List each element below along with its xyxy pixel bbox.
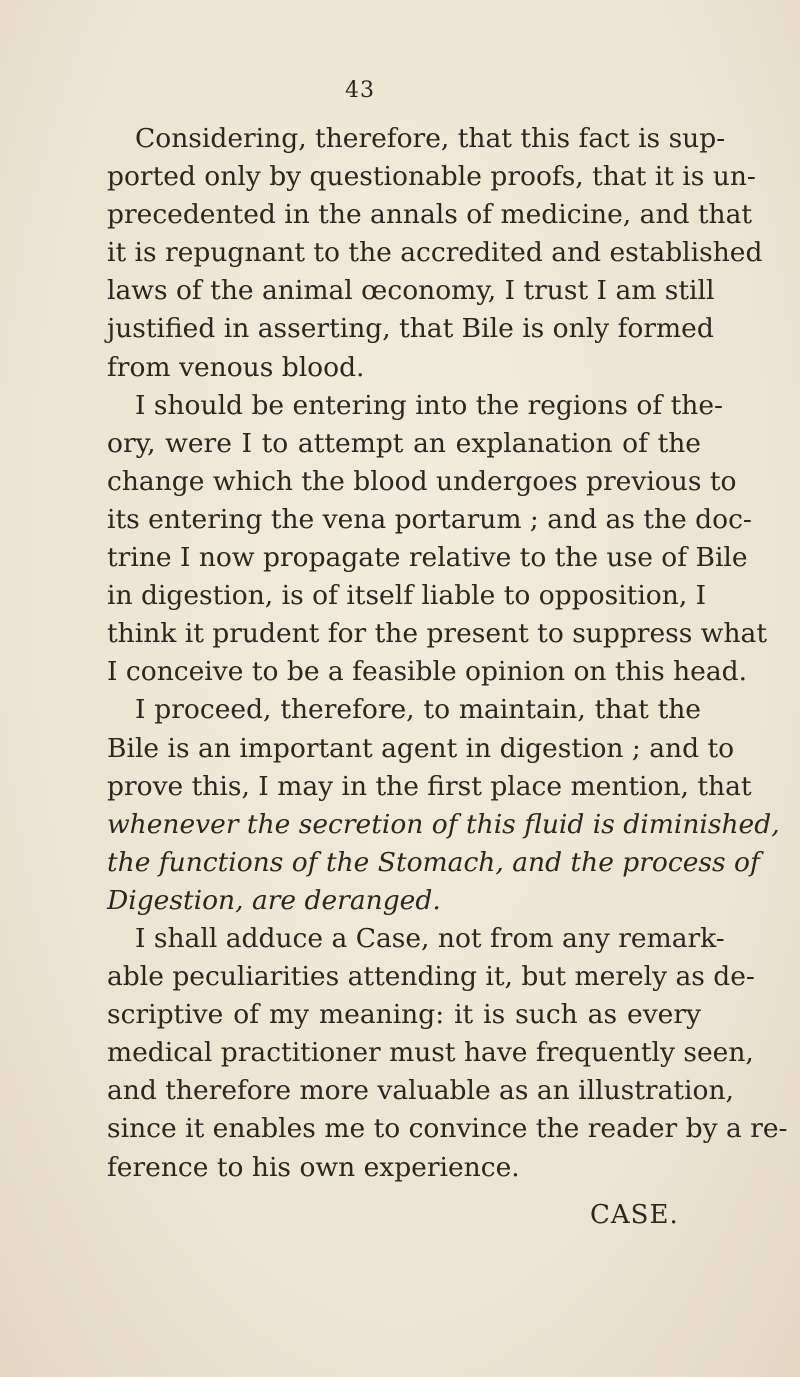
text-line: scriptive of my meaning: it is such as every xyxy=(107,999,701,1031)
text-line: ported only by questionable proofs, that it is un- xyxy=(107,161,756,193)
text-line: since it enables me to convince the reader by a re- xyxy=(107,1113,788,1145)
text-line: its entering the vena portarum ; and as the doc- xyxy=(107,503,752,535)
text-line: I shall adduce a Case, not from any remark- xyxy=(135,922,725,954)
text-line: in digestion, is of itself liable to opposition, I xyxy=(107,580,707,612)
text-line: Bile is an important agent in digestion ; and to xyxy=(107,732,735,764)
text-line: Considering, therefore, that this fact is sup- xyxy=(135,123,726,154)
text-line: and therefore more valuable as an illustration, xyxy=(107,1075,734,1107)
text-line: trine I now propagate relative to the use of Bile xyxy=(107,542,748,574)
text-line: ference to his own experience. xyxy=(107,1151,520,1183)
text-line: I should be entering into the regions of the- xyxy=(135,389,723,421)
text-line: able peculiarities attending it, but merely as de- xyxy=(107,961,755,993)
italic-text-line: the functions of the Stomach, and the process of xyxy=(107,846,760,878)
text-line: ory, were I to attempt an explanation of the xyxy=(107,427,701,459)
text-line: from venous blood. xyxy=(107,351,365,383)
text-line: I proceed, therefore, to maintain, that the xyxy=(135,694,701,726)
body-text xyxy=(107,120,788,1187)
italic-text-line: whenever the secretion of this fluid is diminished, xyxy=(107,808,780,840)
page-number: 43 xyxy=(345,78,375,103)
text-line: change which the blood undergoes previous to xyxy=(107,465,737,497)
text-line: it is repugnant to the accredited and established xyxy=(107,237,763,269)
text-line: precedented in the annals of medicine, and that xyxy=(107,199,753,231)
italic-text-line: Digestion, are deranged. xyxy=(107,884,441,916)
text-line: laws of the animal œconomy, I trust I am still xyxy=(107,275,715,307)
text-line: justified in asserting, that Bile is only formed xyxy=(107,313,714,345)
text-line: I conceive to be a feasible opinion on this head. xyxy=(107,656,748,688)
text-line: prove this, I may in the first place mention, that xyxy=(107,770,752,802)
catchword: CASE. xyxy=(590,1200,679,1230)
text-line: medical practitioner must have frequently seen, xyxy=(107,1037,754,1069)
text-line: think it prudent for the present to suppress what xyxy=(107,618,767,650)
